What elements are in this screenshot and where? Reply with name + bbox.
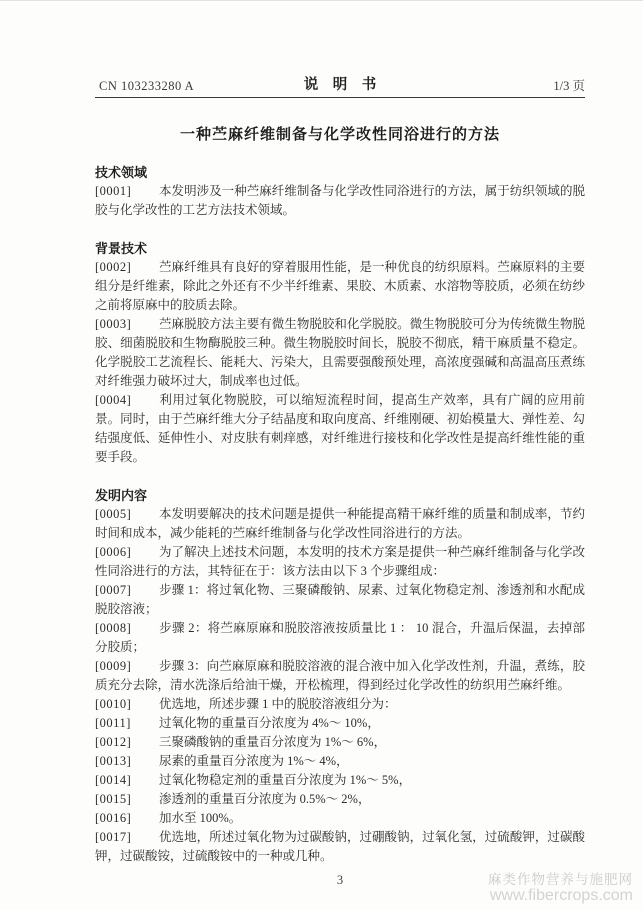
paragraph-number: [0015] bbox=[95, 792, 132, 806]
watermark-site-url: www.fibercrops.com bbox=[489, 887, 633, 905]
paragraph-text: 利用过氧化物脱胶，可以缩短流程时间，提高生产效率，具有广阔的应用前景。同时，由于苎麻纤维大分子结晶度和取向度高、纤维刚硬、初始模量大、弹性差、勾结强度低、延伸性小、对皮肤有刺痒感，对纤维进行接枝和化学改性是提高纤维性能的重要手段。 bbox=[95, 393, 585, 464]
paragraph-0004 bbox=[95, 391, 585, 467]
paragraph-number: [0011] bbox=[95, 716, 131, 730]
paragraph-0009 bbox=[95, 657, 585, 695]
paragraph-text: 过氧化物稳定剂的重量百分浓度为 1%～ 5%， bbox=[159, 773, 412, 787]
paragraph-text: 本发明涉及一种苎麻纤维制备与化学改性同浴进行的方法，属于纺织领域的脱胶与化学改性的工艺方法技术领域。 bbox=[95, 184, 585, 217]
paragraph-text: 优选地，所述步骤 1 中的脱胶溶液组分为： bbox=[159, 697, 397, 711]
paragraph-0015 bbox=[95, 790, 585, 809]
paragraph-text: 步骤 3：向苎麻原麻和脱胶溶液的混合液中加入化学改性剂，升温，煮练，胶质充分去除，清水洗涤后给油干燥，开松梳理，得到经过化学改性的纺织用苎麻纤维。 bbox=[95, 659, 585, 692]
paragraph-number: [0016] bbox=[95, 811, 132, 825]
page-indicator: 1/3 页 bbox=[553, 79, 585, 93]
paragraph-text: 苎麻脱胶方法主要有微生物脱胶和化学脱胶。微生物脱胶可分为传统微生物脱胶、细菌脱胶和生物酶脱胶三种。微生物脱胶时间长，脱胶不彻底，精干麻质量不稳定。化学脱胶工艺流程长、能耗大、污染大，且需要强酸预处理，高浓度强碱和高温高压煮练对纤维强力破坏过大，制成率也过低。 bbox=[95, 317, 585, 388]
paragraph-text: 苎麻纤维具有良好的穿着服用性能，是一种优良的纺织原料。苎麻原料的主要组分是纤维素，除此之外还有不少半纤维素、果胶、木质素、水溶物等胶质，必须在纺纱之前将原麻中的胶质去除。 bbox=[95, 260, 585, 312]
paragraph-number: [0013] bbox=[95, 754, 132, 768]
paragraph-0001 bbox=[95, 182, 585, 220]
paragraph-0008 bbox=[95, 619, 585, 657]
section-background-art bbox=[95, 239, 585, 467]
paragraph-text: 渗透剂的重量百分浓度为 0.5%～ 2%， bbox=[159, 792, 371, 806]
paragraph-text: 步骤 1：将过氧化物、三聚磷酸钠、尿素、过氧化物稳定剂、渗透剂和水配成脱胶溶液； bbox=[95, 583, 585, 616]
section-technical-field bbox=[95, 163, 585, 220]
paragraph-number: [0002] bbox=[95, 260, 132, 274]
paragraph-text: 三聚磷酸钠的重量百分浓度为 1%～ 6%， bbox=[159, 735, 387, 749]
paragraph-0013 bbox=[95, 752, 585, 771]
paragraph-text: 尿素的重量百分浓度为 1%～ 4%， bbox=[159, 754, 349, 768]
section-summary-of-invention bbox=[95, 486, 585, 866]
paragraph-0005 bbox=[95, 505, 585, 543]
paragraph-0017 bbox=[95, 828, 585, 866]
paragraph-number: [0014] bbox=[95, 773, 132, 787]
paragraph-text: 步骤 2：将苎麻原麻和脱胶溶液按质量比 1 ： 10 混合，升温后保温，去掉部分胶质； bbox=[95, 621, 585, 654]
site-watermark bbox=[488, 873, 633, 905]
paragraph-text: 过氧化物的重量百分浓度为 4%～ 10%， bbox=[159, 716, 380, 730]
paragraph-number: [0017] bbox=[95, 830, 132, 844]
paragraph-0010 bbox=[95, 695, 585, 714]
paragraph-number: [0007] bbox=[95, 583, 132, 597]
paragraph-0006 bbox=[95, 543, 585, 581]
paragraph-0016 bbox=[95, 809, 585, 828]
paragraph-number: [0008] bbox=[95, 621, 132, 635]
paragraph-number: [0003] bbox=[95, 317, 132, 331]
section-heading: 发明内容 bbox=[95, 488, 148, 503]
paragraph-text: 为了解决上述技术问题，本发明的技术方案是提供一种苎麻纤维制备与化学改性同浴进行的方法，其特征在于：该方法由以下 3 个步骤组成： bbox=[95, 545, 585, 578]
document-type-label: 说 明 书 bbox=[303, 77, 377, 93]
paragraph-text: 优选地，所述过氧化物为过碳酸钠，过硼酸钠，过氧化氢，过硫酸钾，过碳酸钾，过碳酸铵，过硫酸铵中的一种或几种。 bbox=[95, 830, 585, 863]
paragraph-0012 bbox=[95, 733, 585, 752]
paragraph-text: 本发明要解决的技术问题是提供一种能提高精干麻纤维的质量和制成率，节约时间和成本，减少能耗的苎麻纤维制备与化学改性同浴进行的方法。 bbox=[95, 507, 585, 540]
paragraph-0014 bbox=[95, 771, 585, 790]
page-header bbox=[95, 77, 585, 98]
paragraph-text: 加水至 100%。 bbox=[159, 811, 242, 825]
section-heading: 背景技术 bbox=[95, 241, 148, 256]
paragraph-0003 bbox=[95, 315, 585, 391]
paragraph-number: [0005] bbox=[95, 507, 132, 521]
paragraph-number: [0010] bbox=[95, 697, 132, 711]
page-number: 3 bbox=[336, 873, 344, 887]
paragraph-number: [0012] bbox=[95, 735, 132, 749]
paragraph-number: [0001] bbox=[95, 184, 132, 198]
paragraph-0011 bbox=[95, 714, 585, 733]
watermark-site-name: 麻类作物营养与施肥网 bbox=[488, 871, 633, 887]
patent-publication-number: CN 103233280 A bbox=[99, 79, 195, 93]
paragraph-number: [0009] bbox=[95, 659, 132, 673]
paragraph-0007 bbox=[95, 581, 585, 619]
specification-body bbox=[95, 163, 585, 866]
invention-title: 一种苎麻纤维制备与化学改性同浴进行的方法 bbox=[179, 127, 500, 143]
paragraph-number: [0004] bbox=[95, 393, 132, 407]
section-heading: 技术领域 bbox=[95, 165, 148, 180]
paragraph-number: [0006] bbox=[95, 545, 132, 559]
paragraph-0002 bbox=[95, 258, 585, 315]
